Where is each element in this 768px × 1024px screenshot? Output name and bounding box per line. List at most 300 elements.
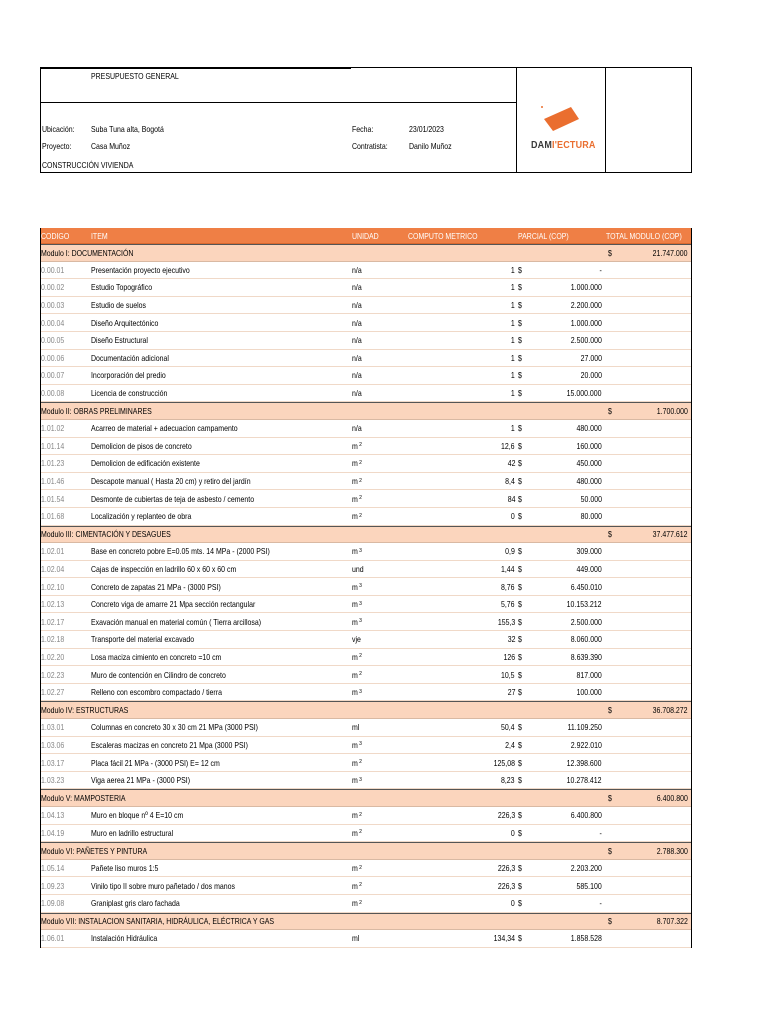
item-partial: 480.000 <box>576 476 602 487</box>
item-partial: 160.000 <box>576 440 602 451</box>
item-partial: 449.000 <box>576 563 602 574</box>
item-quantity: 226,3 <box>497 810 515 821</box>
item-quantity: 42 <box>507 458 515 469</box>
item-name: Escaleras macizas en concreto 21 Mpa (3000 PSI) <box>91 739 248 750</box>
item-name: Desmonte de cubiertas de teja de asbesto / cemento <box>91 493 255 504</box>
item-unit: m 2 <box>352 827 362 838</box>
item-name: Licencia de construcción <box>91 388 168 399</box>
currency-symbol: $ <box>518 511 522 522</box>
item-code: 1.03.23 <box>41 775 65 786</box>
table-row <box>40 649 692 667</box>
item-partial: 20.000 <box>580 370 602 381</box>
unit-exponent: 3 <box>359 547 362 554</box>
unit-exponent: 2 <box>359 882 362 889</box>
item-quantity: 0 <box>511 511 515 522</box>
item-partial: 50.000 <box>580 493 602 504</box>
item-name: Estudio Topográfico <box>91 282 153 293</box>
item-partial: 6.400.800 <box>570 810 602 821</box>
unit-exponent: 3 <box>359 741 362 748</box>
module-name: Modulo II: OBRAS PRELIMINARES <box>41 406 152 417</box>
table-body <box>40 244 692 948</box>
module-total: 2.788.300 <box>656 845 688 856</box>
item-partial: - <box>599 264 602 275</box>
table-row <box>40 350 692 368</box>
unit-exponent: 2 <box>359 864 362 871</box>
unit-exponent: 2 <box>359 459 362 466</box>
item-code: 0.00.03 <box>41 300 65 311</box>
item-quantity: 1 <box>511 388 515 399</box>
item-partial: 2.203.200 <box>570 863 602 874</box>
item-unit: m 3 <box>352 546 362 557</box>
col-header-total: TOTAL MODULO (COP) <box>606 230 682 241</box>
module-total: 36.708.272 <box>653 705 688 716</box>
page-title: PRESUPUESTO GENERAL <box>91 71 179 81</box>
table-row <box>40 314 692 332</box>
item-code: 0.00.08 <box>41 388 65 399</box>
header-divider <box>605 68 606 172</box>
unit-exponent: 2 <box>359 899 362 906</box>
table-row <box>40 279 692 297</box>
table-row <box>40 543 692 561</box>
currency-symbol: $ <box>518 898 522 909</box>
proyecto-label: Proyecto: <box>42 141 72 151</box>
currency-symbol: $ <box>518 669 522 680</box>
item-partial: 2.500.000 <box>570 616 602 627</box>
item-unit: n/a <box>352 370 362 381</box>
item-name: Graniplast gris claro fachada <box>91 898 180 909</box>
item-partial: 1.000.000 <box>570 317 602 328</box>
currency-symbol: $ <box>518 300 522 311</box>
item-code: 1.01.14 <box>41 440 65 451</box>
fecha-label: Fecha: <box>352 124 374 134</box>
unit-exponent: 3 <box>359 600 362 607</box>
module-row <box>40 701 692 719</box>
item-quantity: 84 <box>507 493 515 504</box>
table-row <box>40 877 692 895</box>
item-quantity: 1,44 <box>501 563 515 574</box>
item-name: Cajas de inspección en ladrillo 60 x 60 x 60 cm <box>91 563 237 574</box>
module-row <box>40 789 692 807</box>
table-row <box>40 420 692 438</box>
col-header-partial: PARCIAL (COP) <box>518 230 569 241</box>
currency-symbol: $ <box>518 317 522 328</box>
currency-symbol: $ <box>518 880 522 891</box>
item-code: 1.04.19 <box>41 827 65 838</box>
item-quantity: 8,4 <box>505 476 515 487</box>
item-partial: 11.109.250 <box>567 722 602 733</box>
item-name: Losa maciza cimiento en concreto =10 cm <box>91 651 222 662</box>
currency-symbol: $ <box>518 757 522 768</box>
item-name: Exavación manual en material común ( Tierra arcillosa) <box>91 616 262 627</box>
header-divider <box>41 68 351 69</box>
module-row <box>40 402 692 420</box>
item-partial: 80.000 <box>580 511 602 522</box>
item-code: 1.02.04 <box>41 563 65 574</box>
module-name: Modulo VI: PAÑETES Y PINTURA <box>41 845 148 856</box>
item-code: 1.05.14 <box>41 863 65 874</box>
table-row <box>40 754 692 772</box>
item-unit: n/a <box>352 300 362 311</box>
unit-exponent: 2 <box>359 495 362 502</box>
unit-exponent: 2 <box>359 811 362 818</box>
item-unit: m 2 <box>352 476 362 487</box>
fecha-value: 23/01/2023 <box>409 124 444 134</box>
item-partial: 1.858.528 <box>570 933 602 944</box>
table-row <box>40 895 692 913</box>
currency-symbol: $ <box>608 406 612 417</box>
item-unit: n/a <box>352 335 362 346</box>
table-row <box>40 613 692 631</box>
item-unit: n/a <box>352 264 362 275</box>
module-name: Modulo I: DOCUMENTACIÓN <box>41 247 134 258</box>
item-partial: 480.000 <box>576 423 602 434</box>
item-unit: m 3 <box>352 616 362 627</box>
item-code: 0.00.01 <box>41 264 65 275</box>
unit-exponent: 3 <box>359 776 362 783</box>
item-name: Base en concreto pobre E=0.05 mts. 14 MPa - (2000 PSI) <box>91 546 270 557</box>
item-quantity: 10,5 <box>501 669 515 680</box>
module-total: 21.747.000 <box>653 247 688 258</box>
item-code: 1.02.18 <box>41 634 65 645</box>
item-partial: 1.000.000 <box>570 282 602 293</box>
currency-symbol: $ <box>518 370 522 381</box>
item-unit: n/a <box>352 388 362 399</box>
module-row <box>40 526 692 544</box>
item-name: Estudio de suelos <box>91 300 147 311</box>
item-quantity: 1 <box>511 335 515 346</box>
currency-symbol: $ <box>608 247 612 258</box>
currency-symbol: $ <box>518 722 522 733</box>
item-code: 1.04.13 <box>41 810 65 821</box>
table-row <box>40 825 692 843</box>
item-unit: n/a <box>352 423 362 434</box>
item-quantity: 32 <box>507 634 515 645</box>
item-unit: ml <box>352 933 360 944</box>
item-partial: 8.639.390 <box>570 651 602 662</box>
item-quantity: 12,6 <box>501 440 515 451</box>
unit-exponent: 3 <box>359 583 362 590</box>
table-row <box>40 631 692 649</box>
module-row <box>40 244 692 262</box>
item-quantity: 155,3 <box>497 616 515 627</box>
currency-symbol: $ <box>518 352 522 363</box>
currency-symbol: $ <box>518 634 522 645</box>
item-quantity: 1 <box>511 282 515 293</box>
item-name: Viga aerea 21 MPa - (3000 PSI) <box>91 775 191 786</box>
table-row <box>40 262 692 280</box>
table-row <box>40 684 692 702</box>
item-code: 0.00.06 <box>41 352 65 363</box>
item-code: 0.00.02 <box>41 282 65 293</box>
item-code: 0.00.05 <box>41 335 65 346</box>
unit-exponent: 2 <box>359 759 362 766</box>
item-code: 0.00.04 <box>41 317 65 328</box>
module-total: 37.477.612 <box>653 529 688 540</box>
module-total: 1.700.000 <box>656 406 688 417</box>
item-unit: m 2 <box>352 493 362 504</box>
item-code: 1.02.10 <box>41 581 65 592</box>
item-code: 1.01.23 <box>41 458 65 469</box>
item-unit: n/a <box>352 352 362 363</box>
item-name: Columnas en concreto 30 x 30 cm 21 MPa (3000 PSI) <box>91 722 258 733</box>
item-quantity: 0,9 <box>505 546 515 557</box>
item-unit: m 2 <box>352 651 362 662</box>
currency-symbol: $ <box>518 476 522 487</box>
col-header-qty: COMPUTO METRICO <box>408 230 478 241</box>
item-partial: 10.153.212 <box>567 599 602 610</box>
item-partial: 27.000 <box>580 352 602 363</box>
col-header-item: ITEM <box>91 230 108 241</box>
module-row <box>40 913 692 931</box>
table-row <box>40 332 692 350</box>
module-name: Modulo III: CIMENTACIÓN Y DESAGUES <box>41 529 171 540</box>
item-name: Demolicion de edificación existente <box>91 458 200 469</box>
item-name: Transporte del material excavado <box>91 634 195 645</box>
item-code: 1.01.54 <box>41 493 65 504</box>
item-partial: 2.500.000 <box>570 335 602 346</box>
item-code: 1.01.68 <box>41 511 65 522</box>
unit-exponent: 2 <box>359 671 362 678</box>
item-partial: 10.278.412 <box>567 775 602 786</box>
module-name: Modulo V: MAMPOSTERIA <box>41 793 126 804</box>
currency-symbol: $ <box>518 599 522 610</box>
currency-symbol: $ <box>608 529 612 540</box>
table-row <box>40 297 692 315</box>
item-partial: 450.000 <box>576 458 602 469</box>
header-divider <box>516 68 517 172</box>
unit-exponent: 2 <box>359 829 362 836</box>
item-name: Localización y replanteo de obra <box>91 511 192 522</box>
currency-symbol: $ <box>518 775 522 786</box>
table-left-border <box>40 228 41 948</box>
item-partial: - <box>599 898 602 909</box>
construccion-label: CONSTRUCCIÓN VIVIENDA <box>42 160 134 170</box>
item-partial: - <box>599 827 602 838</box>
table-row <box>40 737 692 755</box>
item-code: 1.02.20 <box>41 651 65 662</box>
item-code: 1.02.01 <box>41 546 65 557</box>
item-unit: m 3 <box>352 739 362 750</box>
table-row <box>40 930 692 948</box>
item-code: 1.02.23 <box>41 669 65 680</box>
item-unit: m 3 <box>352 599 362 610</box>
item-partial: 15.000.000 <box>567 388 602 399</box>
company-logo-mark <box>541 105 581 133</box>
item-unit: m 2 <box>352 810 362 821</box>
item-code: 0.00.07 <box>41 370 65 381</box>
header-divider <box>41 102 516 103</box>
item-code: 1.01.46 <box>41 476 65 487</box>
item-quantity: 8,23 <box>501 775 515 786</box>
table-row <box>40 438 692 456</box>
item-unit: m 2 <box>352 757 362 768</box>
ubicacion-label: Ubicación: <box>42 124 75 134</box>
currency-symbol: $ <box>518 546 522 557</box>
item-partial: 309.000 <box>576 546 602 557</box>
currency-symbol: $ <box>518 423 522 434</box>
item-partial: 100.000 <box>576 687 602 698</box>
table-header-row <box>40 228 692 244</box>
table-row <box>40 367 692 385</box>
unit-exponent: 2 <box>359 653 362 660</box>
item-code: 1.02.13 <box>41 599 65 610</box>
item-unit: m 2 <box>352 458 362 469</box>
item-unit: n/a <box>352 317 362 328</box>
item-unit: n/a <box>352 282 362 293</box>
budget-header <box>40 67 692 173</box>
item-partial: 585.100 <box>576 880 602 891</box>
item-unit: und <box>352 563 364 574</box>
currency-symbol: $ <box>518 827 522 838</box>
item-quantity: 8,76 <box>501 581 515 592</box>
currency-symbol: $ <box>518 933 522 944</box>
item-name: Presentación proyecto ejecutivo <box>91 264 190 275</box>
logo-text-orange: I'ECTURA <box>552 140 596 151</box>
item-unit: m 2 <box>352 863 362 874</box>
currency-symbol: $ <box>518 493 522 504</box>
item-quantity: 126 <box>503 651 515 662</box>
item-unit: m 3 <box>352 581 362 592</box>
currency-symbol: $ <box>608 916 612 927</box>
unit-exponent: 3 <box>359 688 362 695</box>
item-quantity: 1 <box>511 264 515 275</box>
item-name: Diseño Arquitectónico <box>91 317 159 328</box>
item-code: 1.02.27 <box>41 687 65 698</box>
item-name: Pañete liso muros 1:5 <box>91 863 159 874</box>
currency-symbol: $ <box>608 793 612 804</box>
module-name: Modulo VII: INSTALACION SANITARIA, HIDRÁULICA, ELÉCTRICA Y GAS <box>41 916 275 927</box>
currency-symbol: $ <box>518 863 522 874</box>
item-quantity: 2,4 <box>505 739 515 750</box>
table-row <box>40 473 692 491</box>
item-unit: m 3 <box>352 775 362 786</box>
item-code: 1.06.01 <box>41 933 65 944</box>
unit-exponent: 2 <box>359 477 362 484</box>
currency-symbol: $ <box>518 581 522 592</box>
item-unit: m 2 <box>352 440 362 451</box>
module-total: 6.400.800 <box>656 793 688 804</box>
item-name: Incorporación del predio <box>91 370 166 381</box>
currency-symbol: $ <box>518 739 522 750</box>
currency-symbol: $ <box>518 651 522 662</box>
company-logo <box>531 140 596 151</box>
module-row <box>40 842 692 860</box>
ubicacion-value: Suba Tuna alta, Bogotá <box>91 124 164 134</box>
table-row <box>40 719 692 737</box>
table-row <box>40 596 692 614</box>
item-name: Documentación adicional <box>91 352 169 363</box>
table-row <box>40 860 692 878</box>
col-header-code: CODIGO <box>41 230 70 241</box>
item-code: 1.09.08 <box>41 898 65 909</box>
item-name: Concreto de zapatas 21 MPa - (3000 PSI) <box>91 581 221 592</box>
item-name: Placa fácil 21 MPa - (3000 PSI) E= 12 cm <box>91 757 220 768</box>
budget-table <box>40 228 692 948</box>
table-row <box>40 508 692 526</box>
item-name: Concreto viga de amarre 21 Mpa sección rectangular <box>91 599 256 610</box>
item-quantity: 5,76 <box>501 599 515 610</box>
item-quantity: 1 <box>511 300 515 311</box>
item-quantity: 134,34 <box>493 933 515 944</box>
currency-symbol: $ <box>608 845 612 856</box>
item-partial: 817.000 <box>576 669 602 680</box>
item-unit: ml <box>352 722 360 733</box>
item-quantity: 1 <box>511 370 515 381</box>
module-total: 8.707.322 <box>656 916 688 927</box>
contratista-label: Contratista: <box>352 141 388 151</box>
item-code: 1.01.02 <box>41 423 65 434</box>
item-code: 1.09.23 <box>41 880 65 891</box>
item-unit: m 2 <box>352 511 362 522</box>
table-row <box>40 807 692 825</box>
currency-symbol: $ <box>518 563 522 574</box>
table-row <box>40 772 692 790</box>
item-code: 1.03.01 <box>41 722 65 733</box>
item-quantity: 226,3 <box>497 863 515 874</box>
table-row <box>40 561 692 579</box>
item-name: Diseño Estructural <box>91 335 148 346</box>
item-quantity: 1 <box>511 352 515 363</box>
item-unit: m 3 <box>352 687 362 698</box>
currency-symbol: $ <box>518 810 522 821</box>
table-row <box>40 666 692 684</box>
item-name: Muro en bloque nº 4 E=10 cm <box>91 810 184 821</box>
col-header-unit: UNIDAD <box>352 230 379 241</box>
currency-symbol: $ <box>518 282 522 293</box>
item-partial: 6.450.010 <box>570 581 602 592</box>
currency-symbol: $ <box>518 264 522 275</box>
item-quantity: 1 <box>511 317 515 328</box>
item-name: Instalación Hidráulica <box>91 933 158 944</box>
item-name: Muro de contención en Cilindro de concreto <box>91 669 226 680</box>
unit-exponent: 2 <box>359 512 362 519</box>
item-quantity: 1 <box>511 423 515 434</box>
table-row <box>40 455 692 473</box>
contratista-value: Danilo Muñoz <box>409 141 452 151</box>
item-name: Acarreo de material + adecuacion campamento <box>91 423 238 434</box>
item-quantity: 0 <box>511 898 515 909</box>
table-row <box>40 490 692 508</box>
table-right-border <box>691 228 692 948</box>
item-unit: m 2 <box>352 669 362 680</box>
item-partial: 2.922.010 <box>570 739 602 750</box>
item-quantity: 0 <box>511 827 515 838</box>
item-name: Demolicion de pisos de concreto <box>91 440 192 451</box>
item-unit: m 2 <box>352 880 362 891</box>
item-unit: vje <box>352 634 361 645</box>
item-quantity: 125,08 <box>493 757 515 768</box>
item-name: Vinilo tipo II sobre muro pañetado / dos manos <box>91 880 236 891</box>
table-row <box>40 578 692 596</box>
item-quantity: 27 <box>507 687 515 698</box>
unit-exponent: 2 <box>359 442 362 449</box>
item-code: 1.02.17 <box>41 616 65 627</box>
currency-symbol: $ <box>518 458 522 469</box>
item-partial: 2.200.000 <box>570 300 602 311</box>
item-quantity: 50,4 <box>501 722 515 733</box>
table-row <box>40 385 692 403</box>
item-quantity: 226,3 <box>497 880 515 891</box>
proyecto-value: Casa Muñoz <box>91 141 131 151</box>
item-name: Descapote manual ( Hasta 20 cm) y retiro del jardín <box>91 476 251 487</box>
currency-symbol: $ <box>608 705 612 716</box>
module-name: Modulo IV: ESTRUCTURAS <box>41 705 129 716</box>
currency-symbol: $ <box>518 440 522 451</box>
logo-text-dark: DAM <box>531 140 553 151</box>
item-code: 1.03.17 <box>41 757 65 768</box>
currency-symbol: $ <box>518 335 522 346</box>
unit-exponent: 3 <box>359 618 362 625</box>
